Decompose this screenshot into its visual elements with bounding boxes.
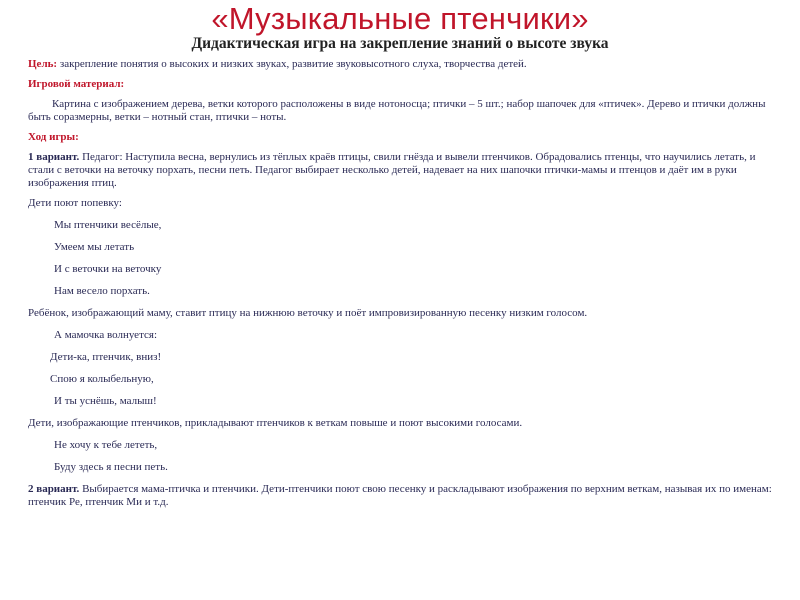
material-text: Картина с изображением дерева, ветки которого расположены в виде нотоносца; птички – 5 шт.; набор шапочек для «птичек». Дерево и птички должны быть соразмерны, ветки – нотный стан, птички – ноты. — [28, 98, 766, 123]
variant1-paragraph — [28, 151, 778, 190]
variant1-label: 1 вариант. — [28, 151, 80, 163]
material-heading — [28, 78, 778, 91]
course-label: Ход игры: — [28, 131, 79, 143]
course-heading — [28, 131, 778, 144]
song3-line: Буду здесь я песни петь. — [54, 461, 168, 473]
goal-paragraph — [28, 58, 778, 71]
song2-line: Дети-ка, птенчик, вниз! — [50, 351, 162, 363]
sing-intro: Дети поют попевку: — [28, 197, 122, 209]
material-label: Игровой материал: — [28, 78, 125, 90]
song3-line: Не хочу к тебе лететь, — [54, 439, 158, 451]
song2-line: И ты уснёшь, малыш! — [54, 395, 157, 407]
song1-line: Мы птенчики весёлые, — [54, 219, 162, 231]
goal-text: закрепление понятия о высоких и низких звуках, развитие звуковысотного слуха, творчества детей. — [57, 58, 527, 70]
mom-text: Ребёнок, изображающий маму, ставит птицу на нижнюю веточку и поёт импровизированную песенку низким голосом. — [28, 307, 588, 319]
song2-line: А мамочка волнуется: — [54, 329, 158, 341]
goal-label: Цель: — [28, 58, 58, 70]
song1-line: Умеем мы летать — [54, 241, 135, 253]
variant1-text: Педагог: Наступила весна, вернулись из тёплых краёв птицы, свили гнёзда и вывели птенчиков. Обрадовались птенцы, что научились летать, и стали с веточки на веточку порхать, песни петь. Педагог выбирает несколько детей, надевает на них шапочки птички-мамы и птенцов и даёт им в руки изображения птиц. — [28, 151, 756, 189]
variant2-label: 2 вариант. — [28, 483, 80, 495]
chicks-text: Дети, изображающие птенчиков, прикладывают птенчиков к веткам повыше и поют высокими голосами. — [28, 417, 523, 429]
page-subtitle: Дидактическая игра на закрепление знаний о высоте звука — [191, 35, 609, 52]
variant2-text: Выбирается мама-птичка и птенчики. Дети-птенчики поют свою песенку и раскладывают изображения по верхним веткам, называя их по именам: птенчик Ре, птенчик Ми и т.д. — [28, 483, 772, 508]
song1-line: И с веточки на веточку — [54, 263, 162, 275]
document-body — [28, 58, 778, 509]
song1-line: Нам весело порхать. — [54, 285, 150, 297]
page-title: «Музыкальные птенчики» — [211, 1, 589, 36]
variant2-paragraph — [28, 483, 778, 509]
song2-line: Спою я колыбельную, — [50, 373, 154, 385]
